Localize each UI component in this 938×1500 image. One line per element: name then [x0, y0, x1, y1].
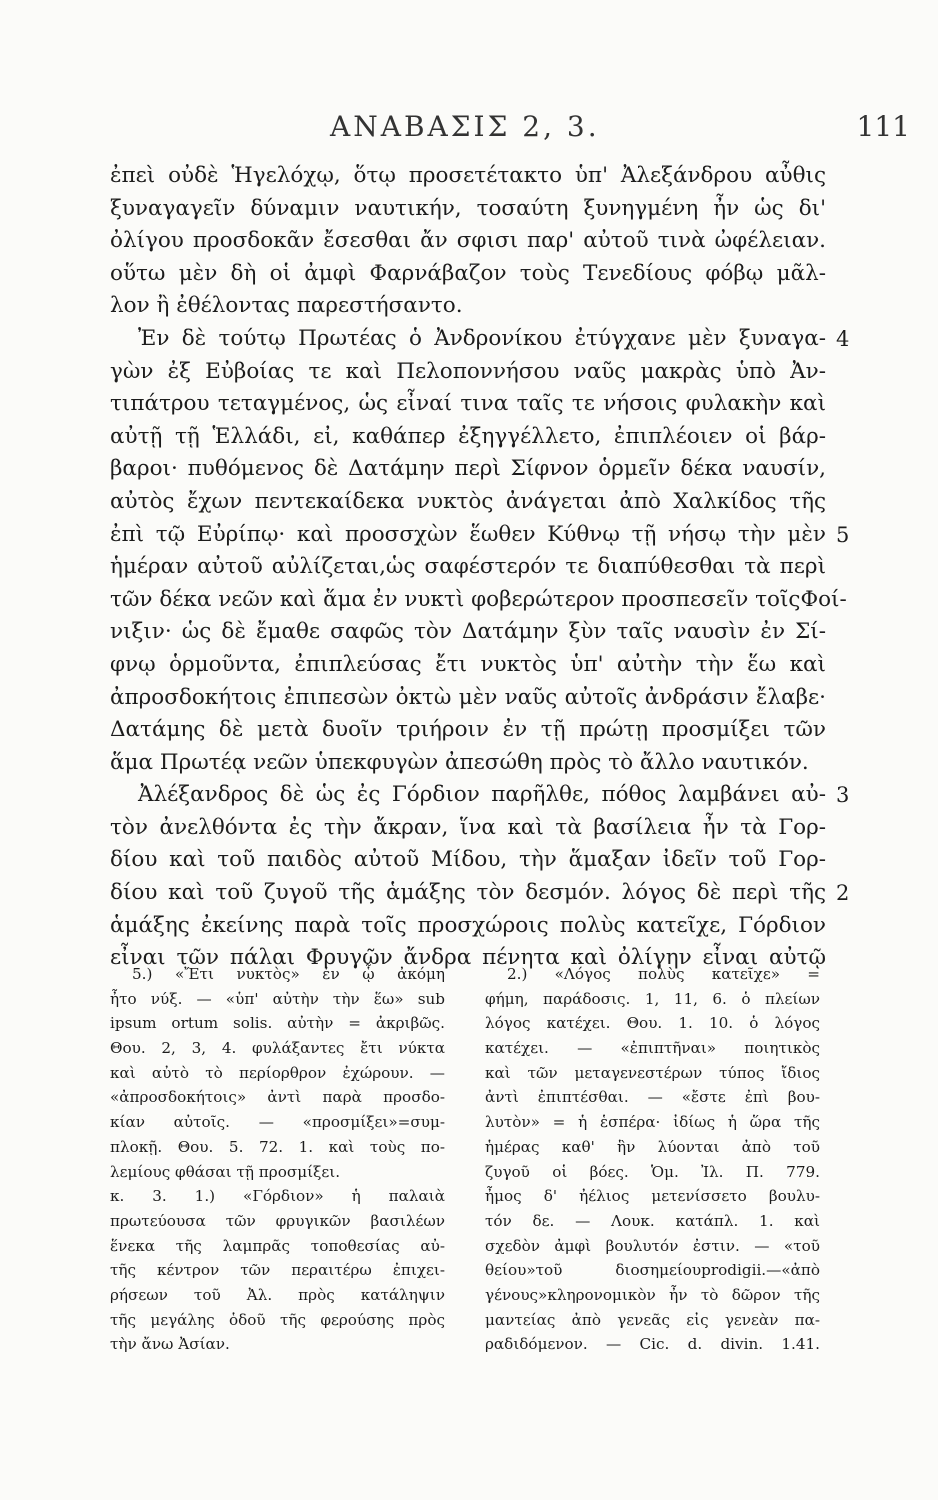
- footnote-line: ἀντὶ ἐπιπτέσθαι. — «ἔστε ἐπὶ βου-: [485, 1088, 820, 1107]
- text-line: [110, 388, 826, 421]
- footnote-line: ἡμέρας καθ' ἣν λύονται ἀπὸ τοῦ: [485, 1137, 820, 1156]
- text-line: [110, 714, 826, 747]
- text-line: [110, 551, 826, 584]
- text-line: [110, 812, 826, 845]
- margin-section-number: 5: [836, 522, 850, 547]
- text-line: [110, 779, 850, 812]
- footnotes-right-column: [485, 962, 820, 1357]
- footnote-line: φήμη, παράδοσις. 1, 11, 6. ὁ πλείων: [485, 989, 820, 1008]
- text-line: [110, 160, 826, 193]
- text-line-content: τιπάτρου τεταγμένος, ὡς εἶναί τινα ταῖς τε νήσοις φυλακὴν καὶ: [110, 391, 826, 417]
- footnote-line: κίαν αὐτοῖς. — «προσμίξει»=συμ-: [110, 1113, 445, 1132]
- text-line: [110, 910, 826, 943]
- footnote-line: λεμίους φθάσαι τῇ προσμίξει.: [110, 1162, 341, 1181]
- text-line: [110, 486, 826, 519]
- text-line-content: γὼν ἐξ Εὐβοίας τε καὶ Πελοποννήσου ναῦς μακρὰς ὑπὸ Ἀν-: [110, 358, 826, 384]
- footnotes-left-column: [110, 962, 445, 1357]
- text-line: [110, 225, 826, 258]
- text-line: [110, 682, 826, 715]
- margin-section-number: 2: [836, 881, 850, 906]
- text-line-content: αὐτῇ τῇ Ἑλλάδι, εἰ, καθάπερ ἐξηγγέλλετο, ἐπιπλέοιεν οἱ βάρ-: [110, 423, 826, 449]
- footnote-line: σχεδὸν ἀμφὶ βουλυτόν ἐστιν. — «τοῦ: [485, 1236, 820, 1255]
- footnote-line: ραδιδόμενον. — Cic. d. divin. 1.41.: [485, 1335, 820, 1354]
- text-line-content: Ἐν δὲ τούτῳ Πρωτέας ὁ Ἀνδρονίκου ἐτύγχανε μὲν ξυναγα-: [138, 325, 826, 351]
- footnote-line: λυτὸν» = ἡ ἑσπέρα· ἰδίως ἡ ὥρα τῆς: [485, 1113, 820, 1132]
- footnote-line: τῆς κέντρον τῶν περαιτέρω ἐπιχει-: [110, 1261, 445, 1280]
- footnote-line: ἦτο νύξ. — «ὑπ' αὐτὴν τὴν ἕω» sub: [110, 989, 445, 1008]
- margin-section-number: 3: [836, 783, 850, 808]
- footnote-line: καὶ τῶν μεταγενεστέρων τύπος ἴδιος: [485, 1063, 820, 1082]
- footnote-line: ipsum ortum solis. αὐτὴν = ἀκριβῶς.: [110, 1014, 445, 1033]
- text-line: [110, 584, 847, 617]
- text-line-content: δίου καὶ τοῦ παιδὸς αὐτοῦ Μίδου, τὴν ἅμαξαν ἰδεῖν τοῦ Γορ-: [110, 847, 826, 873]
- text-line-content: ἁμάξης ἐκείνης παρὰ τοῖς προσχώροις πολὺς κατεῖχε, Γόρδιον: [110, 912, 826, 938]
- text-line-content: βαροι· πυθόμενος δὲ Δατάμην περὶ Σίφνον ὁρμεῖν δέκα ναυσίν,: [110, 456, 826, 482]
- text-line-content: Δατάμης δὲ μετὰ δυοῖν τριήροιν ἐν τῇ πρώτῃ προσμίξει τῶν: [110, 717, 826, 743]
- text-line: [110, 453, 826, 486]
- footnote-line: καὶ αὐτὸ τὸ περίορθρον ἐχώρουν. —: [110, 1063, 445, 1082]
- footnote-line: ἕνεκα τῆς λαμπρᾶς τοποθεσίας αὐ-: [110, 1236, 445, 1255]
- text-line-content: εἶναι τῶν πάλαι Φρυγῶν ἄνδρα πένητα καὶ ὀλίγην εἶναι αὐτῷ: [110, 945, 826, 971]
- main-text-block: [110, 160, 850, 975]
- footnote-line: πλοκῇ. Θου. 5. 72. 1. καὶ τοὺς πο-: [110, 1137, 445, 1156]
- footnote-line: Θου. 2, 3, 4. φυλάξαντες ἔτι νύκτα: [110, 1039, 445, 1058]
- footnote-line: τὴν ἄνω Ἀσίαν.: [110, 1335, 230, 1354]
- footnote-line: πρωτεύουσα τῶν φρυγικῶν βασιλέων: [110, 1211, 445, 1230]
- text-line-content: ἀπροσδοκήτοις ἐπιπεσὼν ὀκτὼ μὲν ναῦς αὐτοῖς ἀνδράσιν ἔλαβε·: [110, 684, 826, 710]
- text-line: [110, 616, 826, 649]
- footnotes: [110, 962, 820, 1354]
- footnote-line: γένους»κληρονομικὸν ἦν τὸ δῶρον τῆς: [485, 1285, 820, 1304]
- text-line-content: τῶν δέκα νεῶν καὶ ἅμα ἐν νυκτὶ φοβερώτερον προσπεσεῖν τοῖςΦοί-: [110, 586, 847, 612]
- page-header: [0, 110, 938, 150]
- text-line-content: Ἀλέξανδρος δὲ ὡς ἐς Γόρδιον παρῆλθε, πόθος λαμβάνει αὐ-: [138, 782, 826, 808]
- text-line-content: τὸν ἀνελθόντα ἐς τὴν ἄκραν, ἵνα καὶ τὰ βασίλεια ἦν τὰ Γορ-: [110, 814, 826, 840]
- text-line: [110, 649, 826, 682]
- text-line-content: ἡμέραν αὐτοῦ αὐλίζεται,ὡς σαφέστερόν τε διαπύθεσθαι τὰ περὶ: [110, 554, 826, 580]
- footnote-line: ἦμος δ' ἠέλιος μετενίσσετο βουλυ-: [485, 1187, 820, 1206]
- text-line: [110, 356, 826, 389]
- text-line: [110, 877, 850, 910]
- text-line: [110, 747, 826, 780]
- text-line-content: φνῳ ὁρμοῦντα, ἐπιπλεύσας ἔτι νυκτὸς ὑπ' αὐτὴν τὴν ἕω καὶ: [110, 651, 826, 677]
- footnote-line: «ἀπροσδοκήτοις» ἀντὶ παρὰ προσδο-: [110, 1088, 445, 1107]
- text-line: [110, 323, 850, 356]
- footnote-line: τόν δε. — Λουκ. κατάπλ. 1. καὶ: [485, 1211, 820, 1230]
- footnote-line: ρήσεων τοῦ Ἀλ. πρὸς κατάληψιν: [110, 1285, 445, 1304]
- footnote-line: 2.) «Λόγος πολὺς κατεῖχε» =: [507, 965, 820, 983]
- text-line: [110, 193, 826, 226]
- text-line-content: ἅμα Πρωτέᾳ νεῶν ὑπεκφυγὼν ἀπεσώθη πρὸς τὸ ἄλλο ναυτικόν.: [110, 749, 809, 775]
- text-line-content: λον ἢ ἐθέλοντας παρεστήσαντο.: [110, 293, 463, 319]
- footnote-line: λόγος κατέχει. Θου. 1. 10. ὁ λόγος: [485, 1014, 820, 1033]
- text-line-content: ξυναγαγεῖν δύναμιν ναυτικήν, τοσαύτη ξυνηγμένη ἦν ὡς δι': [110, 195, 826, 221]
- page-number: 111: [856, 110, 910, 143]
- text-line: [110, 844, 826, 877]
- text-line-content: ἐπεὶ οὐδὲ Ἡγελόχῳ, ὅτῳ προσετέτακτο ὑπ' Ἀλεξάνδρου αὖθις: [110, 163, 826, 188]
- footnote-line: ζυγοῦ οἱ βόες. Ὁμ. Ἰλ. Π. 779.: [485, 1162, 820, 1181]
- footnote-line: 5.) «Ἔτι νυκτὸς» ἐν ᾧ ἀκόμη: [132, 965, 445, 983]
- text-line: [110, 421, 826, 454]
- text-line-content: δίου καὶ τοῦ ζυγοῦ τῆς ἁμάξης τὸν δεσμόν. λόγος δὲ περὶ τῆς: [110, 880, 826, 906]
- text-line-content: ὀλίγου προσδοκᾶν ἔσεσθαι ἄν σφισι παρ' αὐτοῦ τινὰ ὠφέλειαν.: [110, 228, 826, 254]
- text-line: [110, 258, 826, 291]
- text-line-content: οὕτω μὲν δὴ οἱ ἀμφὶ Φαρνάβαζον τοὺς Τενεδίους φόβῳ μᾶλ-: [110, 260, 826, 286]
- footnote-line: θείου»τοῦ διοσημείουprodigii.—«ἀπὸ: [485, 1261, 820, 1280]
- text-line-content: νιξιν· ὡς δὲ ἔμαθε σαφῶς τὸν Δατάμην ξὺν ταῖς ναυσὶν ἐν Σί-: [110, 619, 826, 645]
- text-line: [110, 519, 850, 552]
- running-head: ΑΝΑΒΑΣΙΣ 2, 3.: [330, 110, 600, 143]
- margin-section-number: 4: [836, 326, 850, 351]
- footnote-line: τῆς μεγάλης ὁδοῦ τῆς φερούσης πρὸς: [110, 1310, 445, 1329]
- text-line-content: αὐτὸς ἔχων πεντεκαίδεκα νυκτὸς ἀνάγεται ἀπὸ Χαλκίδος τῆς: [110, 488, 826, 514]
- footnote-line: μαντείας ἀπὸ γενεᾶς εἰς γενεὰν πα-: [485, 1310, 820, 1329]
- footnote-line: κ. 3. 1.) «Γόρδιον» ἡ παλαιὰ: [110, 1187, 445, 1206]
- text-line: [110, 290, 826, 323]
- text-line-content: ἐπὶ τῷ Εὐρίπῳ· καὶ προσσχὼν ἕωθεν Κύθνῳ τῇ νήσῳ τὴν μὲν: [110, 521, 826, 547]
- footnote-line: κατέχει. — «ἐπιπτῆναι» ποιητικὸς: [485, 1039, 820, 1058]
